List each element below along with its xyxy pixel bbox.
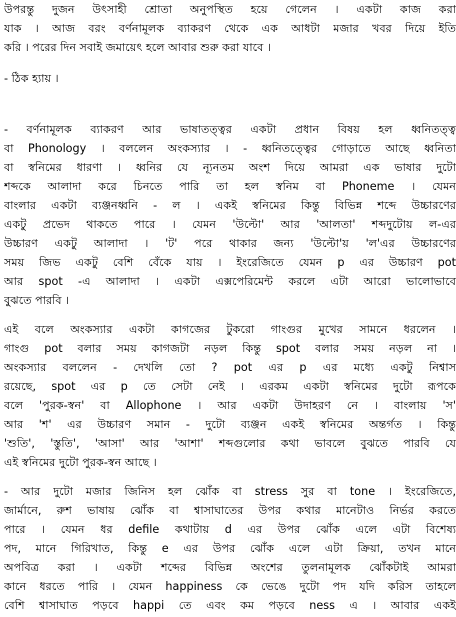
text-line: উপরন্তু দুজন উৎসাহী শ্রোতা অনুপস্থিত হয়ে গেলেন । একটা কাজ করা [4,3,456,16]
text-line: শব্দকে আলাদা করে চিনতে পারি তা হল স্বনিম বা Phoneme । যেমন [4,180,456,193]
text-line: একটু প্রভেদ থাকতে পারে । যেমন 'উল্টো' আর 'আলতা' শব্দদুটোয় ল-এর [4,218,456,231]
text-line: সময় জিভ একটু বেশি বেঁকে যায় । ইংরেজিতে যেমন p এর উচ্চারণ pot [4,256,456,269]
text-line: আর spot -এ আলাদা । একটা এক্সপেরিমেন্ট করলে এটা আরো ভালোভাবে [4,275,456,288]
text-line: উচ্চারণ একটু আলাদা । 'ট' পরে থাকার জন্য 'উল্টো'য় 'ল'এর উচ্চারণের [4,237,456,250]
text-line: জার্মানে, রুশ ভাষায় ঝোঁক বা শ্বাসাঘাতের উপর কথার মানেটাও নির্ভর করতে [4,504,456,517]
text-line: - আর দুটো মজার জিনিস হল ঝোঁক বা stress সুর বা tone । ইংরেজিতে, [4,485,456,498]
text-line: বা Phonology । বললেন অংকস্যার । - ধ্বনিতত্ত্বের গোড়াতে আছে ধ্বনিতা [4,142,456,155]
text-line: রয়েছে, spot এর p তে সেটা নেই । এরকম একটা স্বনিমের দুটো রূপকে [4,380,456,393]
text-line: কানে ধরতে পারি । যেমন happiness কে ভেঙে দুটো পদ যদি করিস তাহলে [4,580,456,593]
text-line: পারে । যেমন ধর defile কথাটায় d এর উপর ঝোঁক এলে এটা বিশেষ্য [4,523,456,536]
text-line: 'শুতি', 'স্তুতি', 'আসা' আর 'আশা' শব্দগুলোর কথা ভাবলে বুঝতে পারবি যে [4,437,456,450]
text-line: - ঠিক হ্যায় । [4,72,59,85]
text-line: অপবিত্র করা । একটা শব্দের বিভিন্ন অংশের তুলনামূলক ঝোঁকটাই আমরা [4,561,456,574]
text-line: করি । পরের দিন সবাই জমায়েৎ হলে আবার শুরু করা যাবে । [4,41,271,54]
text-line: গাংগু pot বলার সময় কাগজটা নড়ল কিন্তু spot বলার সময় নড়ল না । [4,342,456,355]
text-line: বলে 'পুরক-স্বন' বা Allophone । আর একটা উদাহরণ নে । বাংলায় 'স' [4,399,456,412]
text-line: বুঝতে পারবি । [4,294,70,307]
text-line: এই বলে অংকস্যার একটা কাগজের টুকরো গাংগুর মুখের সামনে ধরলেন । [4,323,456,336]
text-line: এই স্বনিমের দুটো পুরক-স্বন আছে । [4,456,157,469]
text-line: অংকস্যার বললেন - দেখলি তো ? pot এর p এর মধ্যে একটু নিশ্বাস [4,361,456,374]
text-line: বেশি শ্বাসাঘাত পড়বে happi তে এবং কম পড়বে ness এ । আবার একই [4,599,456,612]
text-line: - বর্ণনামূলক ব্যাকরণ আর ভাষাতত্ত্বর একটা প্রধান বিষয় হল ধ্বনিতত্ত্ব [4,123,456,136]
text-line: যাক । আজ বরং বর্ণনামূলক ব্যাকরণ থেকে এক আধটা মজার খবর দিয়ে ইতি [4,22,456,35]
text-line: বা স্বনিমের ধারণা । ধ্বনির যে ন্যূনতম অংশ দিয়ে আমরা এক ভাষার দুটো [4,161,456,174]
text-line: বাংলার একটা ব্যঞ্জনধ্বনি - ল । একই স্বনিমের কিন্তু বিভিন্ন শব্দে উচ্চারণের [4,199,456,212]
text-line: আর 'শ' এর উচ্চারণ সমান - দুটো ব্যঞ্জন একই স্বনিমের অন্তর্গত । কিন্তু [4,418,456,431]
text-line: পদ, মানে গিরিখাত, কিন্তু e এর উপর ঝোঁক এলে এটা ক্রিয়া, তখন মানে [4,542,456,555]
